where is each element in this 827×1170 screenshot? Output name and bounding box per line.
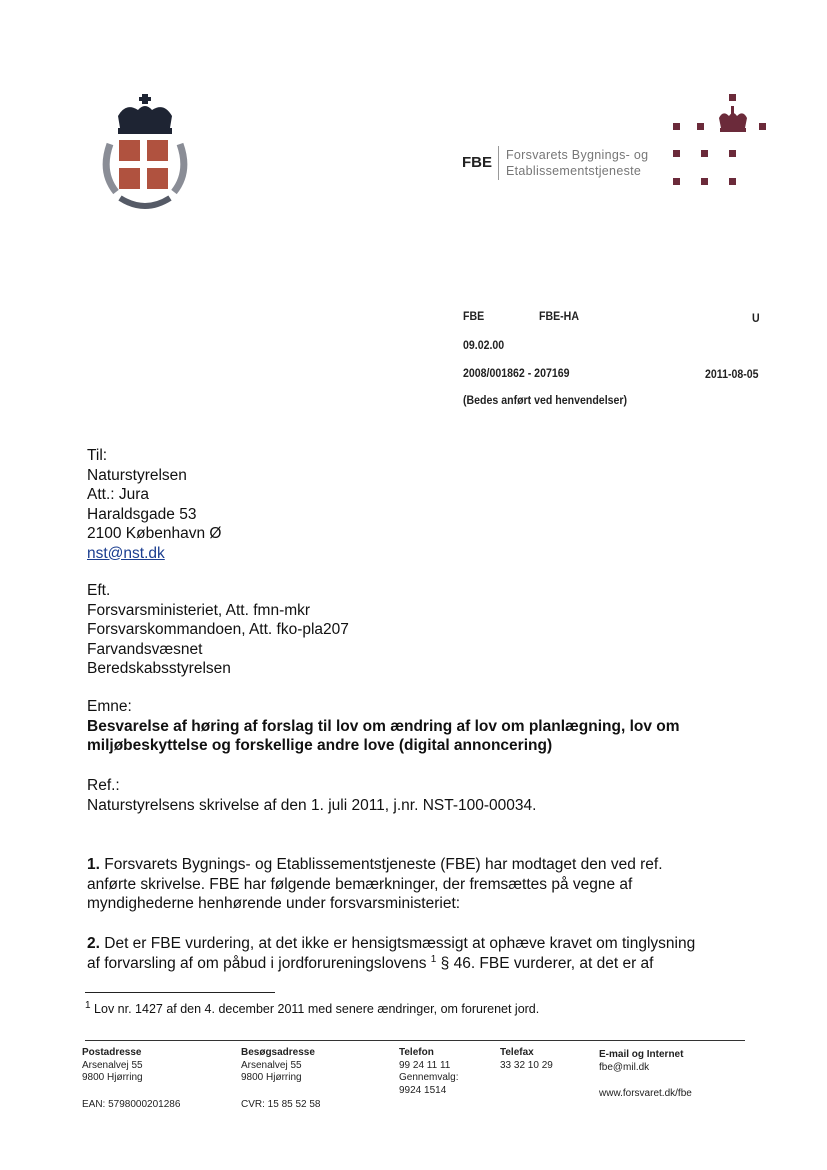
footer-mail-label: E-mail og Internet xyxy=(599,1049,684,1060)
footer-web-link[interactable]: www.forsvaret.dk/fbe xyxy=(599,1088,692,1099)
fbe-logo-abbr: FBE xyxy=(462,154,492,171)
fbe-logo-name-line2: Etablissementstjeneste xyxy=(506,164,642,178)
recipient-org: Naturstyrelsen xyxy=(87,466,187,484)
ref-classification: U xyxy=(752,313,760,325)
small-crown-icon xyxy=(719,106,747,132)
paragraph-2-line-2a: af forvarsling af om påbud i jordforureningslovens xyxy=(87,954,427,972)
subject-block xyxy=(87,697,680,756)
footnote xyxy=(85,999,540,1016)
recipient-email-link[interactable]: nst@nst.dk xyxy=(87,544,165,562)
paragraph-1-number: 1. xyxy=(87,856,100,873)
footer-visit xyxy=(241,1047,315,1085)
copies-item: Farvandsvæsnet xyxy=(87,640,203,658)
footer-postal-city: 9800 Hjørring xyxy=(82,1072,143,1083)
logo-divider xyxy=(498,146,499,180)
copies-item: Forsvarskommandoen, Att. fko-pla207 xyxy=(87,621,349,638)
recipient-att: Att.: Jura xyxy=(87,486,150,503)
footer-visit-label: Besøgsadresse xyxy=(241,1047,315,1058)
footer-fax xyxy=(500,1047,553,1072)
footer-divider xyxy=(85,1040,745,1041)
copies-item: Forsvarsministeriet, Att. fmn-mkr xyxy=(87,601,311,619)
ref-unit: FBE xyxy=(463,311,485,323)
footer-direct-label: Gennemvalg: xyxy=(399,1072,459,1083)
footnote-divider xyxy=(85,992,275,993)
paragraph-2-line-1: Det er FBE vurdering, at det ikke er hensigtsmæssigt at ophæve kravet om tinglysning xyxy=(104,935,696,952)
ref-department: FBE-HA xyxy=(539,311,579,323)
ref-case-no: 2008/001862 - 207169 xyxy=(463,368,570,380)
fbe-square-grid-icon xyxy=(667,92,772,192)
footer-visit-street: Arsenalvej 55 xyxy=(241,1059,302,1071)
paragraph-1-line-3: myndighederne henhørende under forsvarsministeriet: xyxy=(87,895,461,912)
footer-mail xyxy=(599,1049,683,1074)
footer-direct-number: 9924 1514 xyxy=(399,1084,447,1096)
footnote-ref: 1 xyxy=(430,953,437,965)
subject-line-2: miljøbeskyttelse og forskellige andre love (digital annoncering) xyxy=(87,737,553,754)
copies-block xyxy=(87,581,349,679)
footer-postal xyxy=(82,1047,143,1085)
ref-note: (Bedes anført ved henvendelser) xyxy=(463,395,628,407)
footer-visit-city: 9800 Hjørring xyxy=(241,1072,302,1083)
defence-emblem-logo xyxy=(98,92,193,212)
footer-mail-address[interactable]: fbe@mil.dk xyxy=(599,1061,650,1073)
paragraph-1-line-2: anførte skrivelse. FBE har følgende bemærkninger, der fremsættes på vegne af xyxy=(87,875,633,893)
recipient-city: 2100 København Ø xyxy=(87,525,222,542)
footer-fax-number: 33 32 10 29 xyxy=(500,1059,553,1071)
paragraph-1 xyxy=(87,855,663,914)
footer-fax-label: Telefax xyxy=(500,1047,534,1058)
recipient-block xyxy=(87,446,221,563)
copies-label: Eft. xyxy=(87,582,111,599)
paragraph-2 xyxy=(87,934,695,973)
paragraph-2-line-2b: § 46. FBE vurderer, at det er af xyxy=(440,954,654,972)
paragraph-1-line-1: Forsvarets Bygnings- og Etablissementstjeneste (FBE) har modtaget den ved ref. xyxy=(104,856,663,873)
fbe-logo-name-line1: Forsvarets Bygnings- og xyxy=(506,148,649,162)
copies-item: Beredskabsstyrelsen xyxy=(87,660,231,677)
fbe-logo xyxy=(462,92,772,192)
paragraph-2-number: 2. xyxy=(87,935,100,952)
subject-line-1: Besvarelse af høring af forslag til lov om ændring af lov om planlægning, lov om xyxy=(87,717,680,735)
reference-label: Ref.: xyxy=(87,777,120,794)
footer-postal-label: Postadresse xyxy=(82,1047,142,1058)
reference-text: Naturstyrelsens skrivelse af den 1. juli 2011, j.nr. NST-100-00034. xyxy=(87,796,537,814)
footer-phone xyxy=(399,1047,458,1097)
recipient-label: Til: xyxy=(87,447,108,464)
footer-ean: EAN: 5798000201286 xyxy=(82,1099,181,1110)
footer-postal-street: Arsenalvej 55 xyxy=(82,1059,143,1071)
footer-cvr: CVR: 15 85 52 58 xyxy=(241,1099,321,1110)
reference-block xyxy=(87,776,536,815)
subject-label: Emne: xyxy=(87,698,132,715)
footnote-text: Lov nr. 1427 af den 4. december 2011 med senere ændringer, om forurenet jord. xyxy=(94,1002,540,1016)
crown-icon xyxy=(118,94,172,134)
footer-phone-label: Telefon xyxy=(399,1047,434,1058)
footnote-number: 1 xyxy=(85,999,91,1011)
recipient-street: Haraldsgade 53 xyxy=(87,505,197,523)
ref-date: 2011-08-05 xyxy=(705,369,759,381)
ref-file-no: 09.02.00 xyxy=(463,340,505,352)
footer-phone-number: 99 24 11 11 xyxy=(399,1059,451,1071)
